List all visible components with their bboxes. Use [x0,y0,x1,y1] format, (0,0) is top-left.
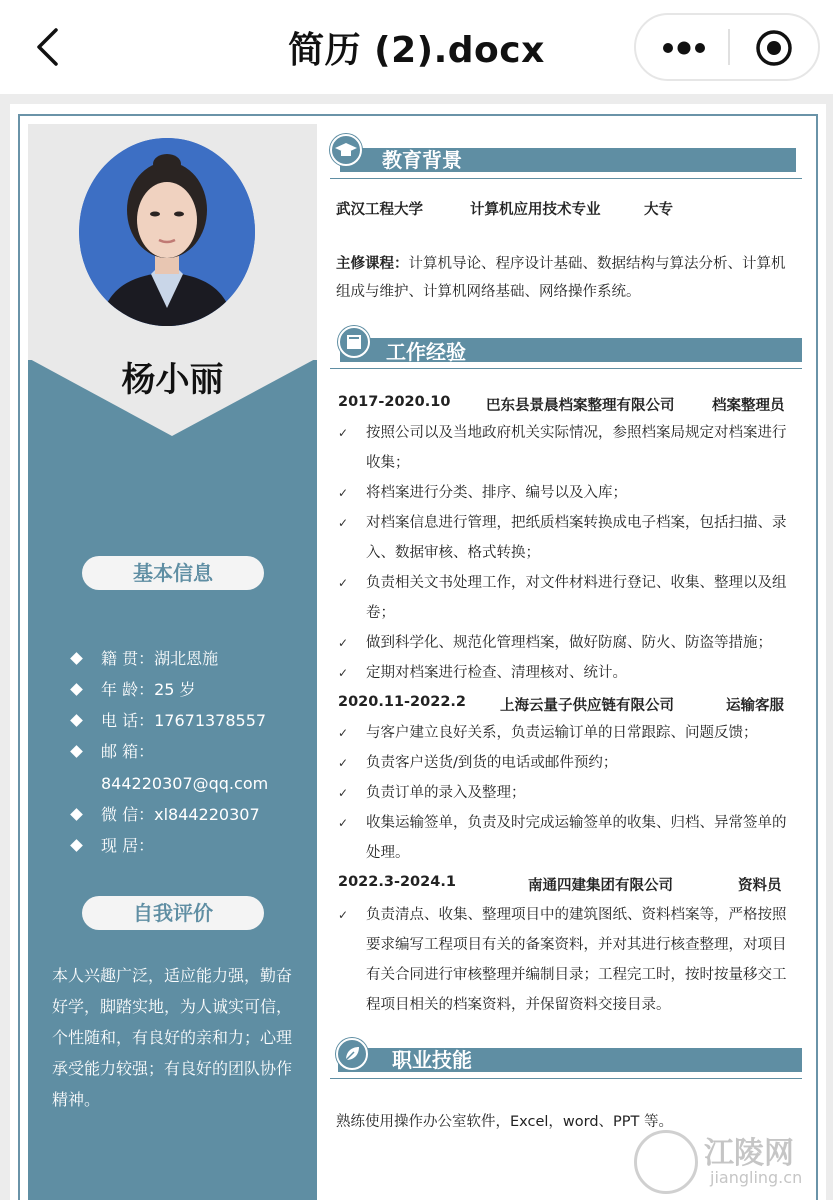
diamond-bullet-icon [70,683,83,696]
info-row-email [72,741,154,763]
candidate-name: 杨小丽 [121,360,224,400]
check-icon: ✓ [338,816,349,830]
diamond-bullet-icon [70,714,83,727]
more-button[interactable] [636,15,728,79]
info-row-residence [72,835,154,857]
bullet-text: 将档案进行分类、排序、编号以及入库； [366,485,627,501]
skills-rule [330,1078,802,1079]
job-company: 上海云量子供应链有限公司 [500,698,674,714]
more-dots-icon [636,15,728,79]
info-row-wechat [72,804,260,826]
check-icon: ✓ [338,786,349,800]
profile-photo [79,138,255,326]
check-icon: ✓ [338,516,349,530]
job-bullet [338,900,790,1020]
job-row-2 [338,694,788,716]
info-value: xl844220307 [154,805,260,824]
mini-program-capsule [634,13,820,81]
job-period: 2020.11-2022.2 [338,694,467,710]
check-icon: ✓ [338,636,349,650]
email-value: 844220307@qq.com [101,774,269,793]
leaf-icon [336,1038,368,1070]
close-button[interactable] [730,15,820,79]
work-rule [330,368,802,369]
info-value: 17671378557 [154,711,267,730]
education-heading: 教育背景 [382,148,462,172]
job-row-3 [338,874,788,896]
major-name: 计算机应用技术专业 [470,202,601,218]
info-label: 电 话： [101,711,155,730]
check-icon: ✓ [338,486,349,500]
job-bullet [338,658,790,688]
diamond-bullet-icon [70,839,83,852]
bullet-text: 收集运输签单，负责及时完成运输签单的收集、归档、异常签单的处理。 [366,815,787,861]
info-label: 年 龄： [101,680,155,699]
left-sidebar [28,124,317,1200]
job-role: 运输客服 [726,698,784,714]
degree: 大专 [644,202,673,218]
skills-text: 熟练使用操作办公室软件，Excel，word、PPT 等。 [336,1114,674,1130]
courses-paragraph [336,250,798,306]
watermark-logo-icon [634,1130,698,1194]
graduation-cap-icon [330,134,362,166]
work-heading: 工作经验 [386,340,466,364]
watermark-text: 江陵网 [704,1136,794,1171]
skills-heading: 职业技能 [392,1048,472,1072]
basic-info-heading: 基本信息 [82,556,264,590]
job-company: 巴东县景晨档案整理有限公司 [486,398,675,414]
info-label: 现 居： [101,836,155,855]
bullet-text: 对档案信息进行管理，把纸质档案转换成电子档案，包括扫描、录入、数据审核、格式转换； [366,515,787,561]
watermark-url: jiangling.cn [710,1168,803,1187]
diamond-bullet-icon [70,808,83,821]
job-bullet [338,568,790,628]
info-row-phone [72,710,266,732]
diamond-bullet-icon [70,652,83,665]
bullet-text: 负责清点、收集、整理项目中的建筑图纸、资料档案等，严格按照要求编写工程项目有关的备案资料，并对其进行核查整理，对项目有关合同进行审核整理并编制目录；工程完工时，按时按量移交工程项目相关的档案资料，并保留资料交接目录。 [366,907,787,1013]
document-title: 简历 (2).docx [288,30,545,71]
info-row-hometown [72,648,218,670]
check-icon: ✓ [338,726,349,740]
check-icon: ✓ [338,908,349,922]
bullet-text: 与客户建立良好关系，负责运输订单的日常跟踪、问题反馈； [366,725,758,741]
document-page [10,104,826,1200]
bullet-text: 负责相关文书处理工作，对文件材料进行登记、收集、整理以及组卷； [366,575,787,621]
job-bullet [338,508,790,568]
job-role: 档案整理员 [712,398,785,414]
education-rule [330,178,802,179]
job-bullet [338,628,790,658]
bullet-text: 按照公司以及当地政府机关实际情况，参照档案局规定对档案进行收集； [366,425,787,471]
book-icon [338,326,370,358]
check-icon: ✓ [338,756,349,770]
info-value: 湖北恩施 [154,649,219,668]
courses-label: 主修课程： [336,256,409,272]
job-bullet [338,418,790,478]
self-eval-text: 本人兴趣广泛，适应能力强，勤奋好学，脚踏实地，为人诚实可信，个性随和，有良好的亲和力；心理承受能力较强；有良好的团队协作精神。 [52,966,293,1109]
info-label: 微 信： [101,805,155,824]
bullet-text: 负责客户送货/到货的电话或邮件预约； [366,755,618,771]
school-name: 武汉工程大学 [336,202,423,218]
info-label: 籍 贯： [101,649,155,668]
check-icon: ✓ [338,666,349,680]
info-row-age [72,679,196,701]
target-close-icon [730,15,820,79]
courses-text: 计算机导论、程序设计基础、数据结构与算法分析、计算机组成与维护、计算机网络基础、网络操作系统。 [336,256,786,300]
bullet-text: 做到科学化、规范化管理档案，做好防腐、防火、防盗等措施； [366,635,772,651]
bullet-text: 定期对档案进行检查、清理核对、统计。 [366,665,627,681]
check-icon: ✓ [338,426,349,440]
job-company: 南通四建集团有限公司 [528,878,673,894]
job-bullet [338,748,790,778]
job-role: 资料员 [738,878,782,894]
site-watermark [634,1124,824,1196]
self-eval-heading: 自我评价 [82,896,264,930]
job-bullet [338,808,790,868]
top-app-bar [0,0,833,94]
job-bullet [338,718,790,748]
info-value: 25 岁 [154,680,196,699]
check-icon: ✓ [338,576,349,590]
bullet-text: 负责订单的录入及整理； [366,785,526,801]
diamond-bullet-icon [70,745,83,758]
job-bullet [338,778,790,808]
avatar [79,138,255,326]
job-period: 2022.3-2024.1 [338,874,456,890]
job-row-1 [338,394,788,416]
job-period: 2017-2020.10 [338,394,451,410]
job-bullet [338,478,790,508]
info-label: 邮 箱： [101,742,155,761]
